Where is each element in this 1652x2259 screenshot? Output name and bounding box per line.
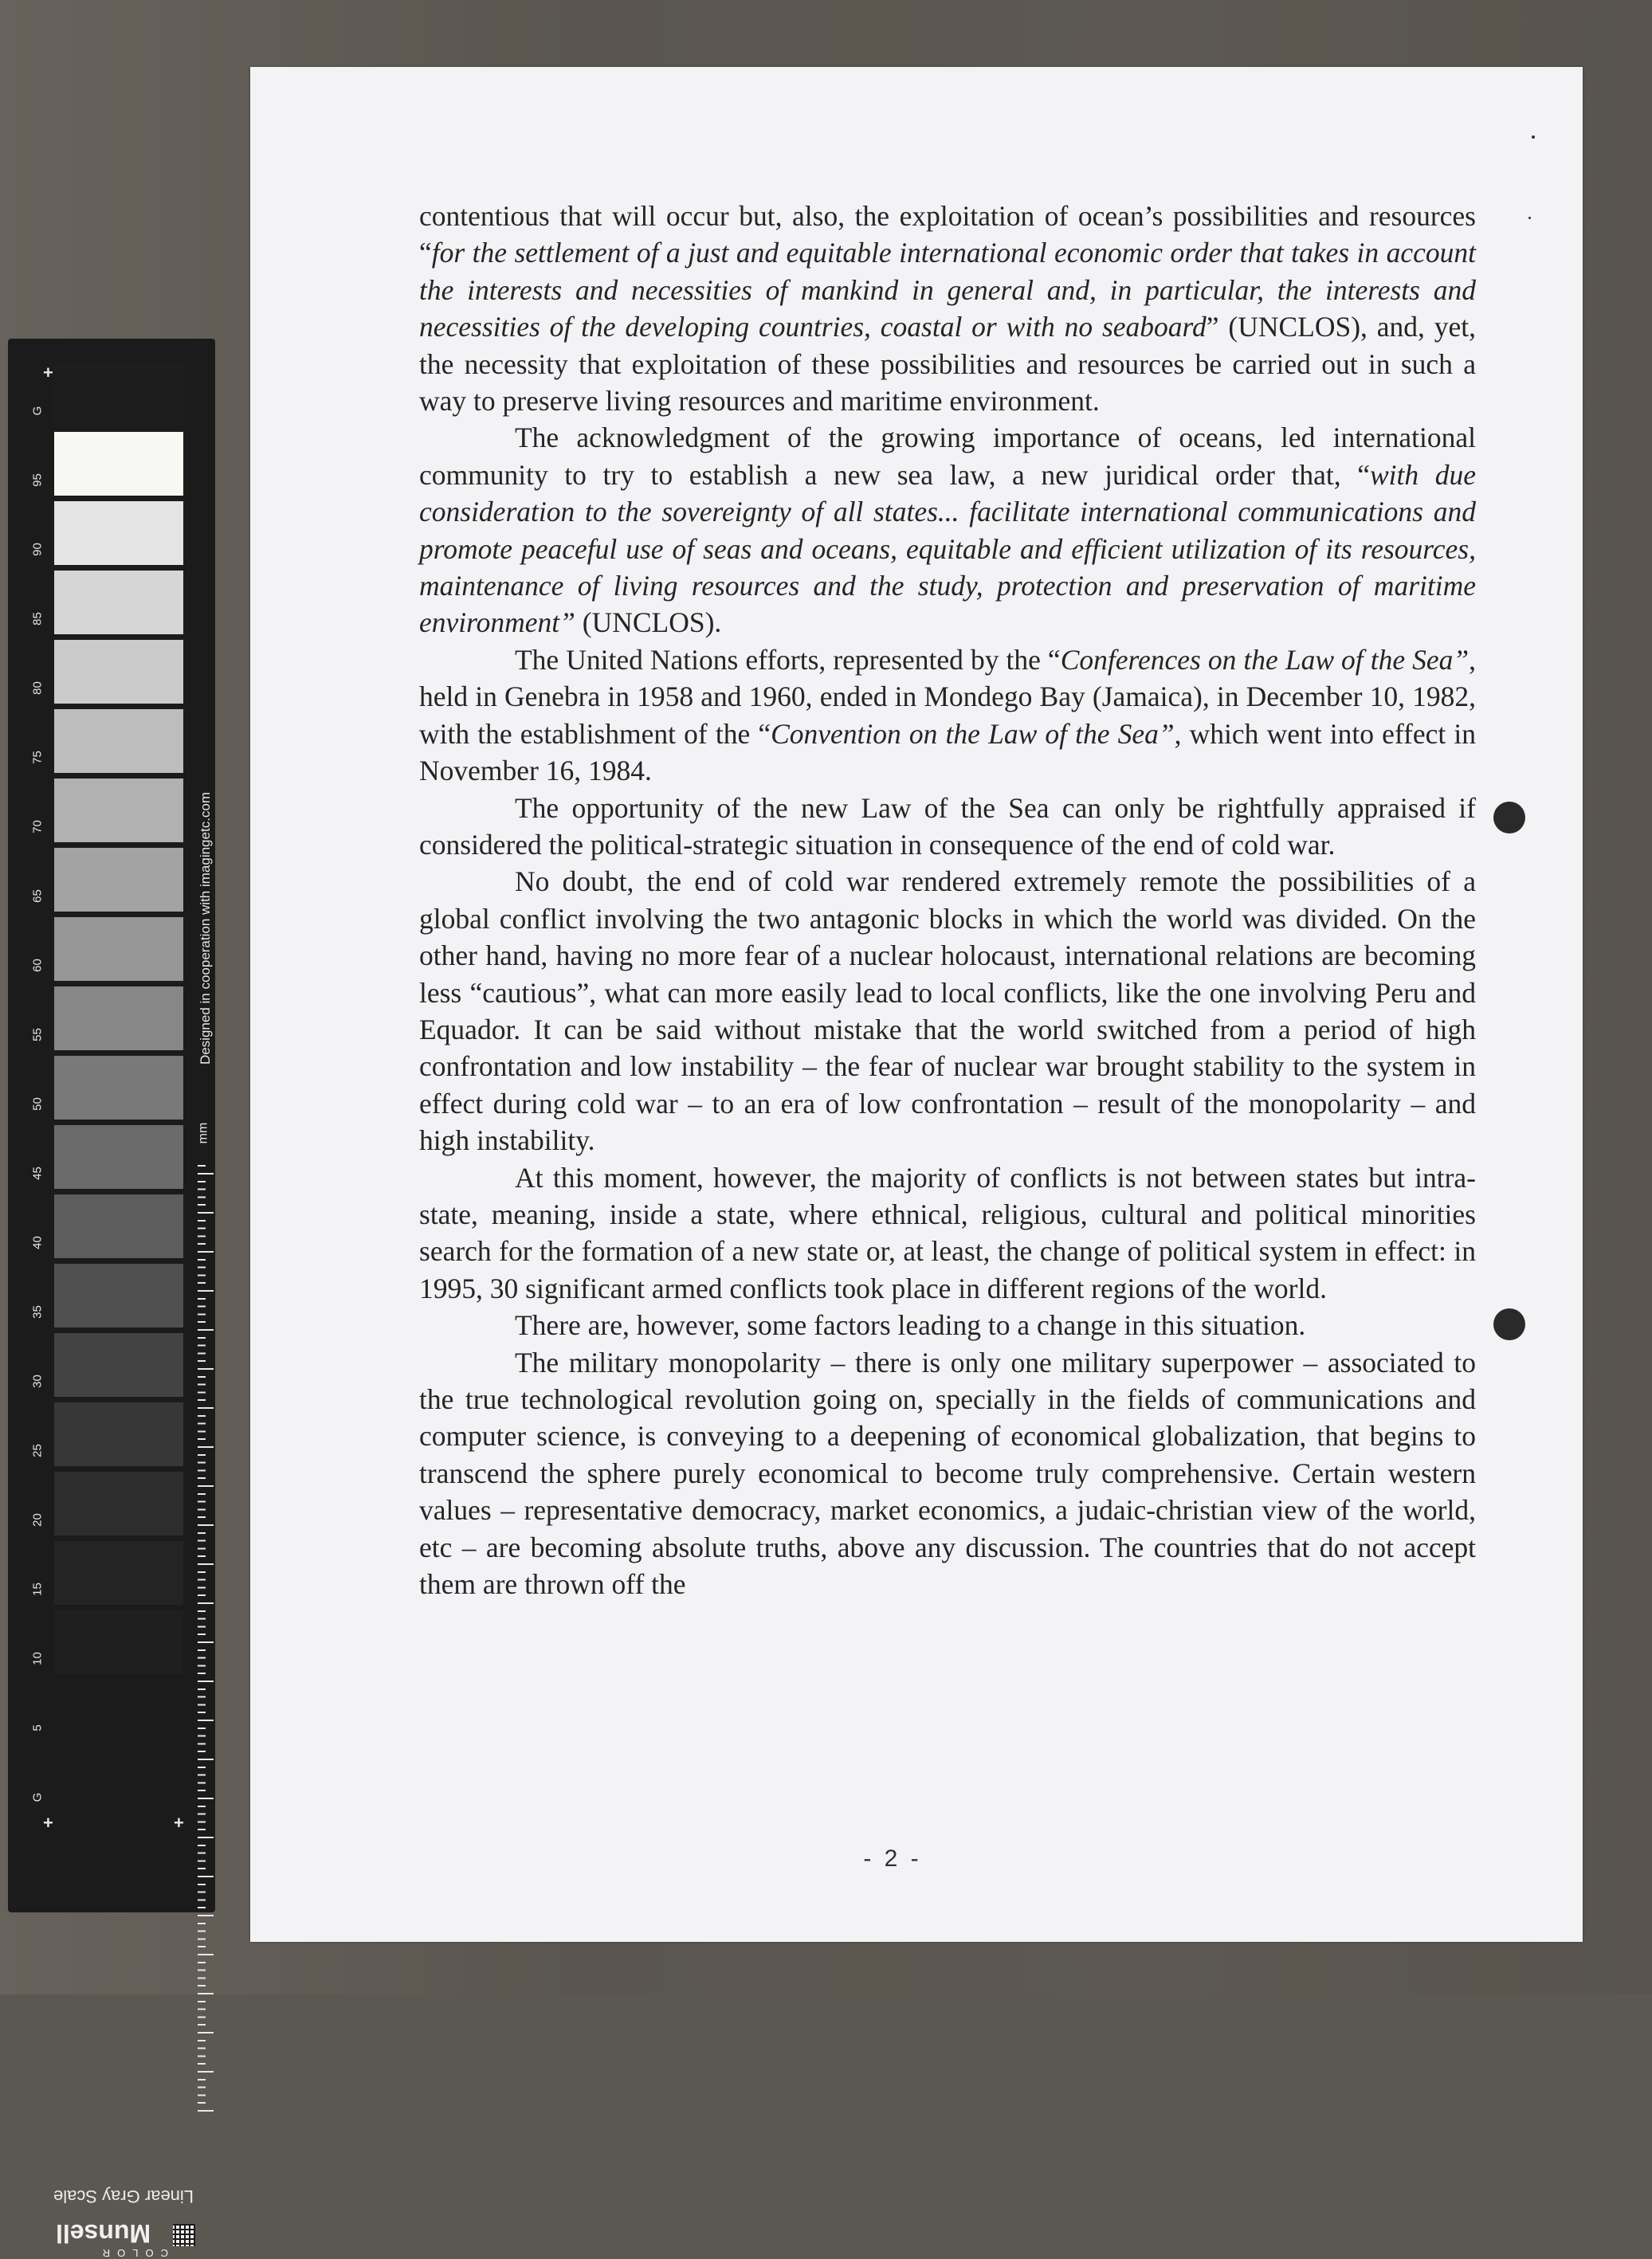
- gray-patch: [54, 1056, 183, 1120]
- munsell-name: Munsell: [56, 2219, 151, 2248]
- gray-patch: [54, 571, 183, 634]
- speck: [1532, 135, 1535, 139]
- designed-credit: Designed in cooperation with imagingetc.com: [198, 791, 213, 1065]
- gray-patch: [54, 848, 183, 912]
- gray-scale-number: 45: [30, 1167, 45, 1180]
- gray-scale-number: 95: [30, 473, 45, 487]
- gray-scale-number: 15: [30, 1582, 45, 1596]
- gray-scale-number: 20: [30, 1513, 45, 1527]
- gray-patch: [54, 1333, 183, 1397]
- paragraph: The acknowledgment of the growing importance of oceans, led international community to try to establish a new sea law, a new juridical order that, “with due consideration to the sovereignty of all states... facilitate international communications and promote peaceful use of seas and oceans, equitable and efficient utilization of its resources, maintenance of living resources and the study, protection and preservation of maritime environment” (UNCLOS).: [419, 422, 1476, 639]
- gray-patch: [54, 917, 183, 981]
- gray-scale-number: 75: [30, 751, 45, 764]
- gray-scale-number: 65: [30, 889, 45, 903]
- gray-patches: [54, 363, 183, 1749]
- paragraph: The military monopolarity – there is only one military superpower – associated to the true technological revolution going on, specially in the fields of communications and computer science, is conveying to a deepening of economical globalization, that begins to transcend the sphere purely economical to become truly comprehensive. Certain western values – representative democracy, market economics, a judaic-christian view of the world, etc – are becoming absolute truths, above any discussion. The countries that do not accept them are thrown off the: [419, 1346, 1476, 1601]
- gray-scale-number: 10: [30, 1652, 45, 1665]
- gray-patch: [54, 1610, 183, 1674]
- gray-scale-number: 30: [30, 1375, 45, 1388]
- gray-scale-number: 80: [30, 681, 45, 695]
- gray-scale-card: [8, 339, 215, 2259]
- gray-scale-number: 70: [30, 820, 45, 833]
- gray-patch: [54, 432, 183, 496]
- paragraph: The opportunity of the new Law of the Sea can only be rightfully appraised if considered the political-strategic situation in consequence of the end of cold war.: [419, 791, 1476, 861]
- paragraph: There are, however, some factors leading to a change in this situation.: [515, 1309, 1306, 1342]
- gray-scale-number: 40: [30, 1236, 45, 1249]
- paragraph: At this moment, however, the majority of conflicts is not between states but intra-state, meaning, inside a state, where ethnical, religious, cultural and political minorities search for the formation of a new state or, at least, the change of political system in effect: in 1995, 30 significant armed conflicts took place in different regions of the world.: [419, 1161, 1476, 1304]
- registration-plus: +: [43, 363, 53, 382]
- gray-patch: [54, 501, 183, 565]
- gray-scale-number: 85: [30, 612, 45, 626]
- gray-patch: [54, 1402, 183, 1466]
- document-body: [419, 198, 1476, 1602]
- paragraph: The United Nations efforts, represented by the “Conferences on the Law of the Sea”, held in Genebra in 1958 and 1960, ended in Mondego Bay (Jamaica), in December 10, 1982, with the establishment of the “Convention on the Law of the Sea”, which went into effect in November 16, 1984.: [419, 643, 1476, 787]
- gray-scale-number: 50: [30, 1097, 45, 1111]
- gray-patch: [54, 1541, 183, 1605]
- scale-name: Linear Gray Scale: [53, 2186, 194, 2206]
- munsell-grid-icon: [173, 2224, 195, 2246]
- paragraph: contentious that will occur but, also, the exploitation of ocean’s possibilities and resources “for the settlement of a just and equitable international economic order that takes in account the interests and necessities of mankind in general and, in particular, the interests and necessities of the developing countries, coastal or with no seaboard” (UNCLOS), and, yet, the necessity that exploitation of these possibilities and resources be carried out in such a way to preserve living resources and maritime environment.: [419, 200, 1477, 418]
- unit-label: mm: [196, 1122, 210, 1144]
- punch-hole: [1493, 802, 1525, 833]
- speck: [1528, 217, 1531, 219]
- gray-patch: [54, 1125, 183, 1189]
- gray-patch: [54, 363, 183, 426]
- gray-patch: [54, 709, 183, 773]
- gray-scale-number: 60: [30, 959, 45, 972]
- punch-hole: [1493, 1308, 1525, 1340]
- gray-scale-number: G: [30, 406, 45, 416]
- gray-patch: [54, 1194, 183, 1258]
- gray-scale-number: 25: [30, 1444, 45, 1457]
- gray-patch: [54, 1264, 183, 1328]
- mm-ruler-major: [198, 1159, 215, 2112]
- munsell-sub: COLOR: [95, 2247, 168, 2259]
- page-number: - 2 -: [863, 1845, 922, 1872]
- gray-scale-number: 55: [30, 1028, 45, 1041]
- munsell-logo: [56, 2218, 195, 2259]
- gray-patch: [54, 1680, 183, 1743]
- gray-scale-number: 5: [30, 1724, 45, 1732]
- registration-plus: +: [43, 1813, 53, 1833]
- gray-patch: [54, 986, 183, 1050]
- gray-scale-number: 35: [30, 1305, 45, 1319]
- gray-scale-number: G: [30, 1792, 45, 1802]
- paragraph: No doubt, the end of cold war rendered extremely remote the possibilities of a global conflict involving the two antagonic blocks in which the world was divided. On the other hand, having no more fear of a nuclear holocaust, international relations are becoming less “cautious”, what can more easily lead to local conflicts, like the one involving Peru and Equador. It can be said without mistake that the world switched from a period of high confrontation and low instability – the fear of nuclear war brought stability to the system in effect during cold war – to an era of low confrontation – result of the monopolarity – and high instability.: [419, 865, 1476, 1157]
- gray-patch: [54, 778, 183, 842]
- registration-plus: +: [174, 1813, 184, 1833]
- gray-patch: [54, 1472, 183, 1535]
- gray-scale-number: 90: [30, 543, 45, 556]
- gray-patch: [54, 640, 183, 704]
